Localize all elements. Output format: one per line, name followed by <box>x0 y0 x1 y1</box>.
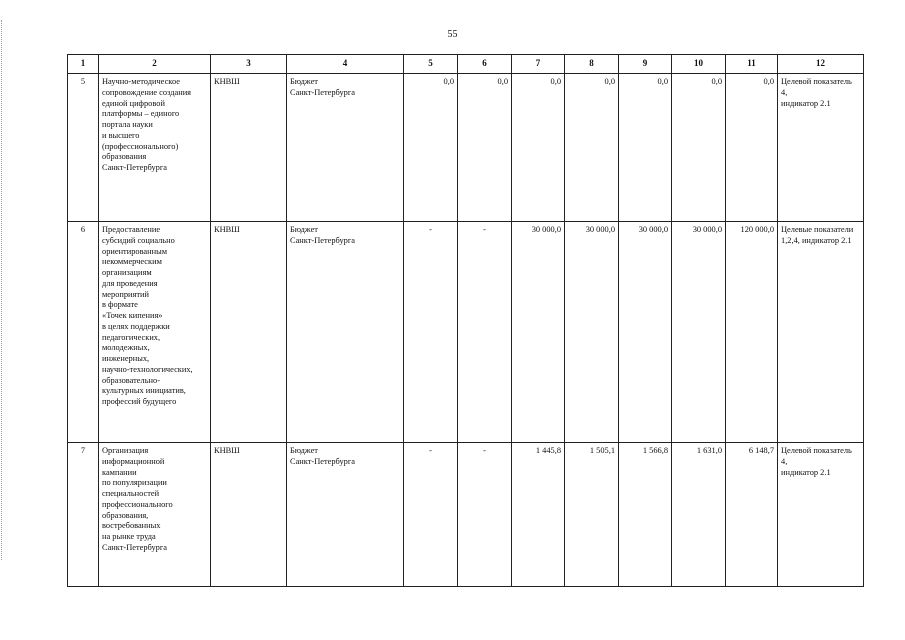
column-header: 1 <box>68 55 99 74</box>
value-cell: 30 000,0 <box>619 222 672 443</box>
value-cell: 30 000,0 <box>672 222 726 443</box>
value-cell: 0,0 <box>672 74 726 222</box>
column-header: 2 <box>99 55 211 74</box>
table-row <box>68 443 864 587</box>
column-header: 4 <box>287 55 404 74</box>
column-header: 7 <box>512 55 565 74</box>
table-row <box>68 222 864 443</box>
value-cell: 120 000,0 <box>726 222 778 443</box>
value-cell: 1 631,0 <box>672 443 726 587</box>
value-cell: 0,0 <box>565 74 619 222</box>
value-cell: 1 566,8 <box>619 443 672 587</box>
indicator: Целевой показатель 4, индикатор 2.1 <box>778 74 864 222</box>
column-header: 11 <box>726 55 778 74</box>
indicator: Целевые показатели 1,2,4, индикатор 2.1 <box>778 222 864 443</box>
row-number: 5 <box>68 74 99 222</box>
column-header: 5 <box>404 55 458 74</box>
funding-source: Бюджет Санкт-Петербурга <box>287 443 404 587</box>
activity-name: Организация информационной кампании по популяризации специальностей профессионального образования, востребованных на рынке труда Санкт-Петербурга <box>99 443 211 587</box>
value-cell: - <box>404 443 458 587</box>
column-header: 6 <box>458 55 512 74</box>
value-cell: 30 000,0 <box>565 222 619 443</box>
value-cell: 0,0 <box>512 74 565 222</box>
value-cell: 1 445,8 <box>512 443 565 587</box>
value-cell: - <box>404 222 458 443</box>
indicator: Целевой показатель 4, индикатор 2.1 <box>778 443 864 587</box>
activity-name: Предоставление субсидий социально ориентированным некоммерческим организациям для проведения мероприятий в формате «Точек кипения» в целях поддержки педагогических, молодежных, инженерных, научно-технологических, образовательно- культурных инициатив, профессий будущего <box>99 222 211 443</box>
value-cell: 1 505,1 <box>565 443 619 587</box>
funding-source: Бюджет Санкт-Петербурга <box>287 222 404 443</box>
table-header-row <box>68 55 864 74</box>
funding-source: Бюджет Санкт-Петербурга <box>287 74 404 222</box>
column-header: 12 <box>778 55 864 74</box>
budget-table <box>67 54 864 587</box>
column-header: 9 <box>619 55 672 74</box>
activity-name: Научно-методическое сопровождение создания единой цифровой платформы – единого портала науки и высшего (профессионального) образования Санкт-Петербурга <box>99 74 211 222</box>
executor: КНВШ <box>211 443 287 587</box>
row-number: 6 <box>68 222 99 443</box>
value-cell: 0,0 <box>404 74 458 222</box>
value-cell: - <box>458 222 512 443</box>
scan-margin-marks <box>1 20 6 560</box>
value-cell: 0,0 <box>619 74 672 222</box>
executor: КНВШ <box>211 222 287 443</box>
value-cell: - <box>458 443 512 587</box>
column-header: 3 <box>211 55 287 74</box>
value-cell: 0,0 <box>458 74 512 222</box>
executor: КНВШ <box>211 74 287 222</box>
value-cell: 6 148,7 <box>726 443 778 587</box>
row-number: 7 <box>68 443 99 587</box>
column-header: 8 <box>565 55 619 74</box>
value-cell: 0,0 <box>726 74 778 222</box>
value-cell: 30 000,0 <box>512 222 565 443</box>
column-header: 10 <box>672 55 726 74</box>
page-number: 55 <box>447 29 458 40</box>
table-row <box>68 74 864 222</box>
